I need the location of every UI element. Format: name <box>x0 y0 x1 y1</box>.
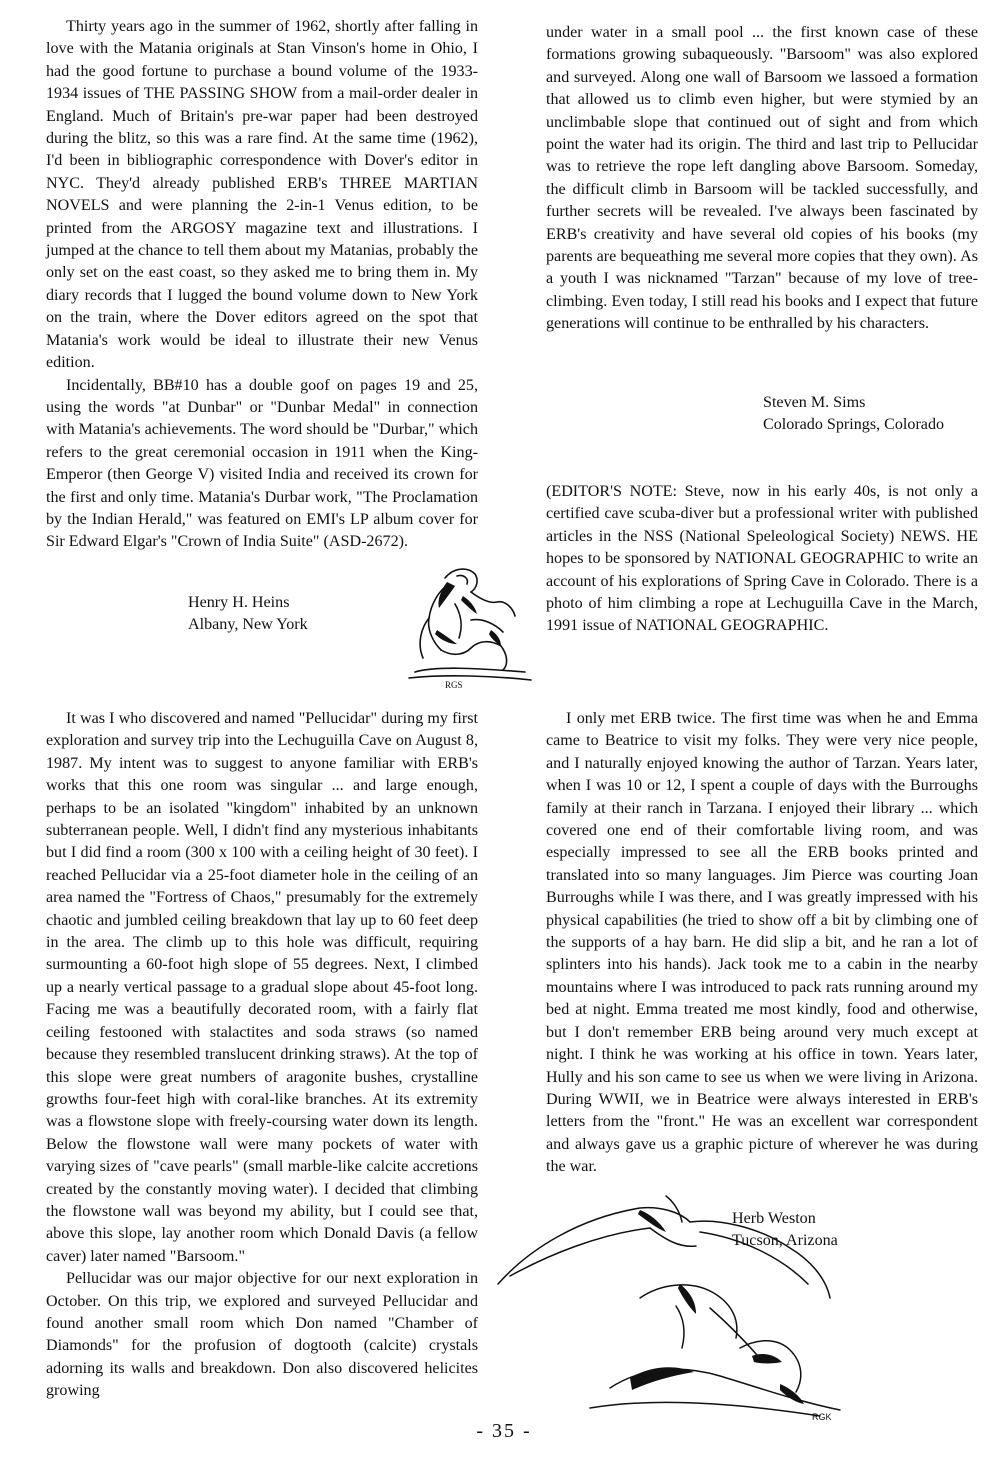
heins-paragraph-1: Thirty years ago in the summer of 1962, shortly after falling in love with the Matania originals at Stan Vinson's home in Ohio, I had the good fortune to purchase a bound volume of the 1933-1934 issues of THE PASSING SHOW from a mail-order dealer in England. Much of Britain's pre-war paper had been destroyed during the blitz, so this was a rare find. At the same time (1962), I'd been in bibliographic correspondence with Dover's editor in NYC. They'd already published ERB's THREE MARTIAN NOVELS and were planning the 2-in-1 Venus edition, to be printed from the ARGOSY magazine text and illustrations. I jumped at the chance to tell them about my Matanias, probably the only set on the east coast, so they asked me to bring them in. My diary records that I lugged the bound volume down to New York on the train, where the Dover editors agreed on the spot that Matania's work would be ideal to illustrate their new Venus edition. <box>46 18 478 372</box>
illustration-2-signature: RGK <box>812 1412 832 1422</box>
sims-signature <box>763 392 944 437</box>
sims-location: Colorado Springs, Colorado <box>763 416 945 434</box>
pellucidar-letter <box>46 708 478 1403</box>
weston-name: Herb Weston <box>732 1210 816 1227</box>
heins-location: Albany, New York <box>188 616 308 634</box>
heins-paragraph-2: Incidentally, BB#10 has a double goof on pages 19 and 25, using the words "at Dunbar" or "Dunbar Medal" in connection with Matania's achievements. The word should be "Durbar," which refers to the great ceremonial occasion in 1911 when the King-Emperor (then George V) visited India and received its crown for the first and only time. Matania's Durbar work, "The Proclamation by the Indian Herald," was featured on EMI's LP album cover for Sir Edward Elgar's "Crown of India Suite" (ASD-2672). <box>46 376 478 551</box>
editor-note-text: (EDITOR'S NOTE: Steve, now in his early 40s, is not only a certified cave scuba-diver but a professional writer with published articles in the NSS (National Speleological Society) NEWS. HE hopes to be sponsored by NATIONAL GEOGRAPHIC to write an account of his explorations of Spring Cave in Colorado. There is a photo of him climbing a rope at Lechuguilla Cave in the March, 1991 issue of NATIONAL GEOGRAPHIC. <box>546 483 978 635</box>
pellucidar-paragraph-2: Pellucidar was our major objective for our next exploration in October. On this trip, we explored and surveyed Pellucidar and found another small room which Don named "Chamber of Diamonds" for the profusion of dogtooth (calcite) crystals adorning its walls and breakdown. Don also discovered helicites growing <box>46 1270 478 1400</box>
page-number: - 35 - <box>476 1420 532 1442</box>
heins-name: Henry H. Heins <box>188 594 290 611</box>
sims-name: Steven M. Sims <box>763 394 866 411</box>
tarzan-pterodactyl-sketch-icon <box>490 1188 870 1424</box>
illustration-1-signature: RGS <box>445 680 463 690</box>
heins-letter <box>46 16 478 554</box>
weston-location: Tucson, Arizona <box>732 1232 838 1250</box>
pellucidar-paragraph-1: It was I who discovered and named "Pellucidar" during my first exploration and survey trip into the Lechuguilla Cave on August 8, 1987. My intent was to suggest to anyone familiar with ERB's works that this one room was singular ... and large enough, perhaps to be an isolated "kingdom" inhabited by an unknown subterranean people. Well, I didn't find any mysterious inhabitants but I did find a room (300 x 100 with a ceiling height of 30 feet). I reached Pellucidar via a 25-foot diameter hole in the ceiling of an area named the "Fortress of Chaos," presumably for the extremely chaotic and jumbled ceiling breakdown that lay up to 60 feet deep in the area. The climb up to this hole was difficult, requiring surmounting a 60-foot high slope of 55 degrees. Next, I climbed up a nearly vertical passage to a gradual slope about 45-foot long. Facing me was a beautifully decorated room, with a fairly flat ceiling festooned with stalactites and soda straws (so named because they resembled translucent drinking straws). At the top of this slope were great numbers of aragonite bushes, crystalline growths four-feet high with coral-like branches. At its extremity was a flowstone slope with freely-coursing water down its length. Below the flowstone wall were many pockets of water with varying sizes of "cave pearls" (small marble-like calcite accretions created by the constantly moving water). I decided that climbing the flowstone wall was beyond my ability, but I could see that, above this slope, lay another room which Donald Davis (a fellow caver) later named "Barsoom." <box>46 710 478 1265</box>
editor-note <box>546 481 978 638</box>
heins-signature <box>188 592 308 637</box>
weston-paragraph-1: I only met ERB twice. The first time was when he and Emma came to Beatrice to visit my folks. They were very nice people, and I naturally enjoyed knowing the author of Tarzan. Years later, when I was 10 or 12, I spent a couple of days with the Burroughs family at their ranch in Tarzana. I enjoyed their library ... which covered one end of their comfortable living room, and was especially impressed to see all the ERB books printed and translated into so many languages. Jim Pierce was courting Joan Burroughs while I was there, and I was greatly impressed with his physical capabilities (he tried to show off a bit by climbing one of the supports of a hay barn. He did slip a bit, and he ran a lot of splinters into his hands). Jack took me to a cabin in the nearby mountains where I was introduced to pack rats running around my bed at night. Emma treated me most kindly, food and otherwise, but I don't remember ERB being around very much except at night. I think he was working at his office in town. Years later, Hully and his son came to see us when we were living in Arizona. During WWII, we in Beatrice were always interested in ERB's letters from the "front." He was an excellent war correspondent and always gave us a graphic picture of wherever he was during the war. <box>546 710 978 1176</box>
weston-letter <box>546 708 978 1179</box>
tarzan-crouching-sketch-icon <box>405 560 535 690</box>
sims-paragraph-continued: under water in a small pool ... the first known case of these formations growing subaqueously. "Barsoom" was also explored and surveyed. Along one wall of Barsoom we lassoed a formation that allowed us to climb even higher, but were stymied by an unclimbable slope that continued out of sight and from which point the water had its origin. The third and last trip to Pellucidar was to retrieve the rope left dangling above Barsoom. Someday, the difficult climb in Barsoom will be tackled successfully, and further secrets will be revealed. I've always been fascinated by ERB's creativity and have several old copies of his books (my parents are bequeathing me several more copies that they own). As a youth I was nicknamed "Tarzan" because of my love of tree-climbing. Even today, I still read his books and I expect that future generations will continue to be enthralled by his characters. <box>546 24 978 333</box>
sims-letter-continued <box>546 22 978 336</box>
